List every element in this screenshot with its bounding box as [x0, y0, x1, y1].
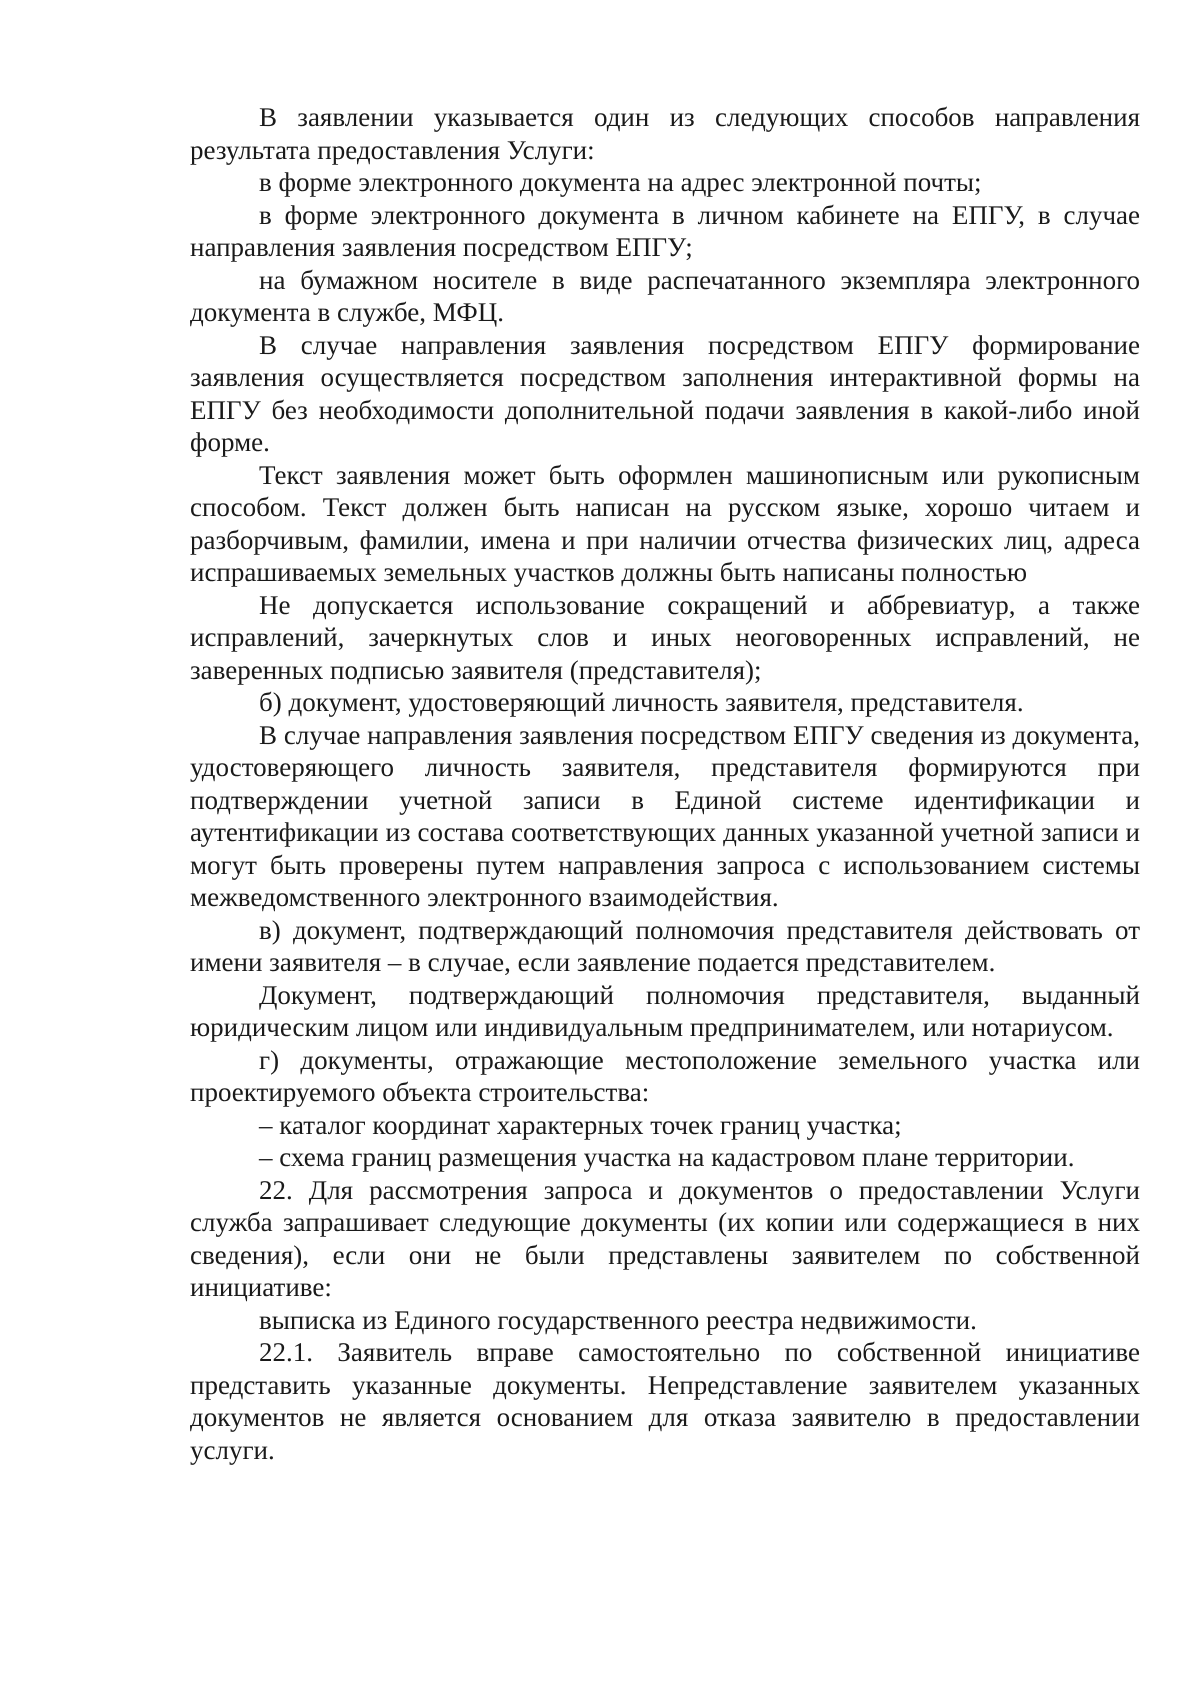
- paragraph-item-v-authority-document: в) документ, подтверждающий полномочия представителя действовать от имени заявителя – в случае, если заявление подается представителем.: [190, 914, 1140, 977]
- paragraph-section-22: 22. Для рассмотрения запроса и документов о предоставлении Услуги служба запрашивает следующие документы (их копии или содержащиеся в них сведения), если они не были представлены заявителем по собственной инициативе:: [190, 1174, 1140, 1302]
- paragraph-result-methods-intro: В заявлении указывается один из следующих способов направления результата предоставления Услуги:: [190, 102, 1140, 165]
- paragraph-egrn-extract: выписка из Единого государственного реестра недвижимости.: [259, 1304, 977, 1335]
- paragraph-method-paper: на бумажном носителе в виде распечатанного экземпляра электронного документа в службе, МФЦ.: [190, 264, 1140, 327]
- paragraph-section-22-1: 22.1. Заявитель вправе самостоятельно по собственной инициативе представить указанные документы. Непредставление заявителем указанных документов не является основанием для отказа заявителю в предоставлении услуги.: [190, 1337, 1140, 1465]
- paragraph-boundary-scheme: – схема границ размещения участка на кадастровом плане территории.: [259, 1142, 1075, 1172]
- paragraph-no-abbreviations: Не допускается использование сокращений и аббревиатур, а также исправлений, зачеркнутых слов и иных неоговоренных исправлений, не заверенных подписью заявителя (представителя);: [190, 589, 1140, 685]
- paragraph-coordinates-catalog: – каталог координат характерных точек границ участка;: [259, 1109, 902, 1140]
- paragraph-method-epgu-cabinet: в форме электронного документа в личном кабинете на ЕПГУ, в случае направления заявления посредством ЕПГУ;: [190, 199, 1140, 262]
- paragraph-item-b-identity-document: б) документ, удостоверяющий личность заявителя, представителя.: [259, 687, 1024, 717]
- paragraph-epgu-interactive-form: В случае направления заявления посредством ЕПГУ формирование заявления осуществляется посредством заполнения интерактивной формы на ЕПГУ без необходимости дополнительной подачи заявления в какой-либо иной форме.: [190, 329, 1140, 457]
- paragraph-epgu-identity-info: В случае направления заявления посредством ЕПГУ сведения из документа, удостоверяющего личность заявителя, представителя формируются при подтверждении учетной записи в Единой системе идентификации и аутентификации из состава соответствующих данных указанной учетной записи и могут быть проверены путем направления запроса с использованием системы межведомственного электронного взаимодействия.: [190, 719, 1140, 912]
- paragraph-item-g-location-documents: г) документы, отражающие местоположение земельного участка или проектируемого объекта строительства:: [190, 1044, 1140, 1107]
- paragraph-application-text: Текст заявления может быть оформлен машинописным или рукописным способом. Текст должен быть написан на русском языке, хорошо читаем и разборчивым, фамилии, имена и при наличии отчества физических лиц, адреса испрашиваемых земельных участков должны быть написаны полностью: [190, 459, 1140, 587]
- paragraph-authority-issued-by: Документ, подтверждающий полномочия представителя, выданный юридическим лицом или индивидуальным предпринимателем, или нотариусом.: [190, 979, 1140, 1042]
- document-body: [190, 101, 1140, 1466]
- paragraph-method-email: в форме электронного документа на адрес электронной почты;: [259, 167, 982, 197]
